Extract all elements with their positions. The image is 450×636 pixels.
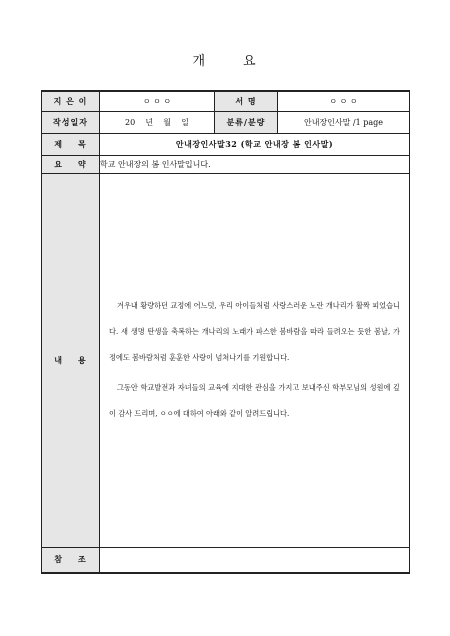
content-paragraph: 겨우내 황량하던 교정에 어느덧, 우리 아이들처럼 사랑스러운 노란 개나리가 활짝 피었습니다. 새 생명 탄생을 축복하는 개나리의 노래가 파스한 봄바람을 따라 들려오는 듯한 봄날, 가정에도 봄바람처럼 훈훈한 사랑이 넘쳐나기를 기원합니다. xyxy=(109,301,400,362)
overview-form xyxy=(41,90,410,574)
content-body xyxy=(100,293,409,427)
subject-value[interactable]: 안내장인사말32 (학교 안내장 봄 인사말) xyxy=(100,133,410,155)
date-label: 작성일자 xyxy=(42,111,100,133)
reference-label: 참 조 xyxy=(42,547,100,573)
signature-value[interactable]: ㅇ ㅇ ㅇ xyxy=(278,91,410,111)
signature-label: 서 명 xyxy=(215,91,278,111)
content-row xyxy=(42,173,410,547)
date-row xyxy=(42,111,410,133)
category-value[interactable]: 안내장인사말 /1 page xyxy=(278,111,410,133)
summary-row xyxy=(42,155,410,173)
summary-label: 요 약 xyxy=(42,155,100,173)
document-title xyxy=(0,50,450,69)
content-paragraph: 그동안 학교발전과 자녀들의 교육에 지대한 관심을 가지고 보내주신 학부모님의 성원에 깊이 감사 드리며, ㅇㅇ에 대하여 아래와 같이 알려드립니다. xyxy=(109,383,400,418)
reference-row xyxy=(42,547,410,573)
document-title-left: 개 xyxy=(192,54,207,69)
subject-label: 제 목 xyxy=(42,133,100,155)
document-title-right: 요 xyxy=(243,54,258,69)
summary-value[interactable]: 학교 안내장의 봄 인사말입니다. xyxy=(100,155,410,173)
content-area[interactable] xyxy=(100,173,410,547)
author-row xyxy=(42,91,410,111)
subject-row xyxy=(42,133,410,155)
content-label: 내 용 xyxy=(42,173,100,547)
date-value[interactable]: 20 년 월 일 xyxy=(100,111,215,133)
author-value[interactable]: ㅇ ㅇ ㅇ xyxy=(100,91,215,111)
author-label: 지 은 이 xyxy=(42,91,100,111)
category-label: 분류/분량 xyxy=(215,111,278,133)
reference-value[interactable] xyxy=(100,547,410,573)
